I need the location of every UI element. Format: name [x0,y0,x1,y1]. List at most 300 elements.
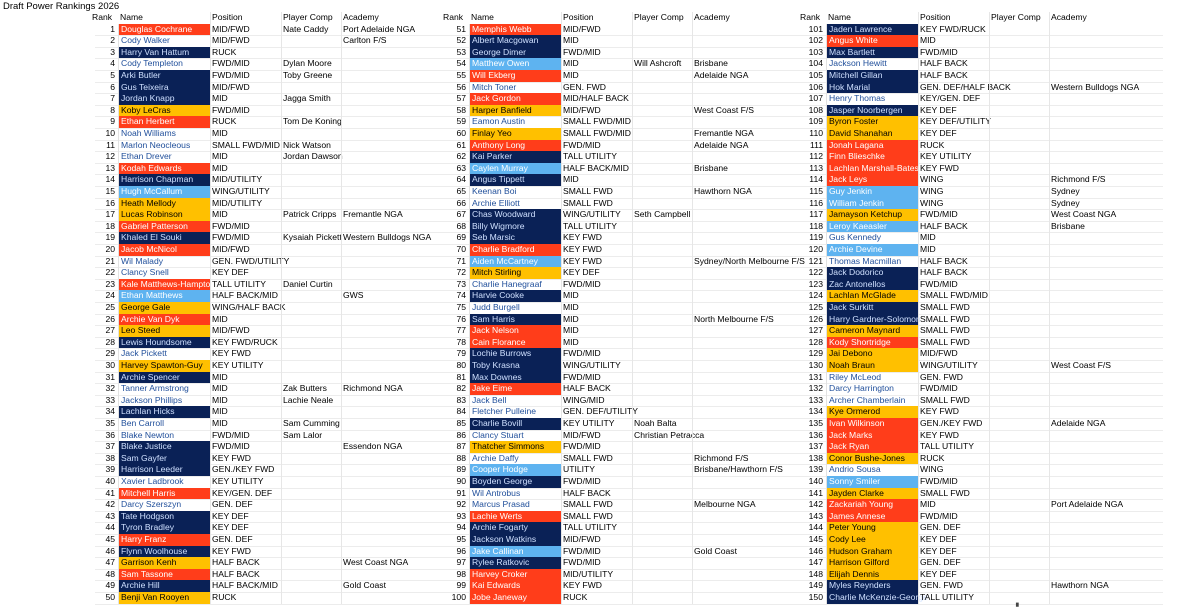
player-comp-cell[interactable] [991,279,1049,291]
player-comp-cell[interactable] [283,406,341,418]
rank-cell[interactable]: 6 [110,81,115,92]
position-cell[interactable]: TALL UTILITY [563,220,617,231]
table-row[interactable] [803,256,1163,268]
player-comp-cell[interactable] [283,163,341,175]
position-cell[interactable]: FWD/MID [563,46,601,57]
player-comp-cell[interactable] [991,464,1049,476]
rank-cell[interactable]: 109 [808,116,823,127]
rank-cell[interactable]: 8 [110,104,115,115]
table-row[interactable] [446,522,806,534]
academy-cell[interactable] [694,209,804,221]
player-comp-cell[interactable] [991,488,1049,500]
player-comp-cell[interactable] [283,47,341,59]
position-cell[interactable]: MID [212,151,228,162]
academy-cell[interactable] [343,488,453,500]
position-cell[interactable]: KEY FWD [920,406,959,417]
academy-cell[interactable]: Gold Coast [694,545,737,556]
position-cell[interactable]: HALF BACK [920,255,968,266]
name-cell[interactable]: Eamon Austin [469,116,561,128]
table-row[interactable] [803,105,1163,117]
position-cell[interactable]: TALL UTILITY [920,592,974,602]
rank-cell[interactable]: 79 [456,348,466,359]
player-comp-cell[interactable] [991,58,1049,70]
position-cell[interactable]: GEN./KEY FWD [920,418,983,428]
table-row[interactable] [803,116,1163,128]
table-row[interactable] [803,174,1163,186]
rank-cell[interactable]: 21 [105,255,115,266]
player-comp-cell[interactable] [634,24,692,36]
player-comp-cell[interactable] [991,546,1049,558]
rank-cell[interactable]: 96 [456,545,466,556]
name-cell[interactable]: Harper Banfield [469,105,561,117]
academy-cell[interactable] [1051,569,1161,581]
rank-cell[interactable]: 43 [105,510,115,521]
position-cell[interactable]: KEY FWD [920,429,959,440]
name-cell[interactable]: Harrison Leeder [118,464,210,476]
position-cell[interactable]: MID/FWD [563,534,601,544]
position-cell[interactable]: SMALL FWD [920,325,970,336]
academy-cell[interactable] [694,290,804,302]
rank-cell[interactable]: 135 [808,418,823,428]
academy-cell[interactable] [343,476,453,488]
table-row[interactable] [95,557,455,569]
position-cell[interactable]: MID [563,58,579,69]
rank-cell[interactable]: 87 [456,441,466,452]
position-cell[interactable]: KEY FWD [212,545,251,556]
position-cell[interactable]: MID [920,244,936,254]
academy-cell[interactable] [694,511,804,523]
academy-cell[interactable] [1051,522,1161,534]
name-cell[interactable]: Jobe Janeway [469,592,561,604]
position-cell[interactable]: MID [212,162,228,173]
name-cell[interactable]: Rylee Ratkovic [469,557,561,569]
position-cell[interactable]: MID [920,232,936,243]
table-row[interactable] [446,337,806,349]
player-comp-cell[interactable] [634,395,692,407]
position-cell[interactable]: GEN. DEF [212,534,253,544]
rank-cell[interactable]: 114 [809,174,823,185]
rank-cell[interactable]: 122 [808,267,823,278]
position-cell[interactable]: FWD/MID [563,441,601,452]
name-cell[interactable]: Darcy Harrington [826,383,918,395]
rank-cell[interactable]: 73 [456,278,466,289]
name-cell[interactable]: Jack Pickett [118,348,210,360]
position-cell[interactable]: MID/HALF BACK [563,93,629,104]
name-cell[interactable]: Tate Hodgson [118,511,210,523]
table-row[interactable] [803,360,1163,372]
academy-cell[interactable] [343,58,453,70]
rank-cell[interactable]: 83 [456,394,466,405]
rank-cell[interactable]: 143 [808,510,823,521]
position-cell[interactable]: WING [920,174,944,185]
rank-cell[interactable]: 81 [456,371,466,382]
table-row[interactable] [446,348,806,360]
rank-cell[interactable]: 130 [808,360,823,370]
name-cell[interactable]: Kodah Edwards [118,163,210,175]
academy-cell[interactable] [343,47,453,59]
position-cell[interactable]: MID [563,302,579,312]
name-cell[interactable]: Lochie Burrows [469,348,561,360]
name-cell[interactable]: Henry Thomas [826,93,918,105]
name-cell[interactable]: Mitch Toner [469,82,561,94]
academy-cell[interactable] [694,35,804,47]
player-comp-cell[interactable] [991,70,1049,82]
position-cell[interactable]: GEN. DEF [212,499,253,510]
table-row[interactable] [95,116,455,128]
table-row[interactable] [95,244,455,256]
player-comp-cell[interactable] [634,302,692,314]
name-cell[interactable]: Clancy Snell [118,267,210,279]
position-cell[interactable]: KEY DEF [563,267,600,278]
name-cell[interactable]: Riley McLeod [826,372,918,384]
academy-cell[interactable] [1051,47,1161,59]
position-cell[interactable]: GEN. FWD [920,371,963,382]
table-row[interactable] [95,325,455,337]
academy-cell[interactable]: Sydney/North Melbourne F/S [694,255,805,266]
academy-cell[interactable] [694,348,804,360]
player-comp-cell[interactable] [991,534,1049,546]
table-row[interactable] [446,453,806,465]
player-comp-cell[interactable] [283,464,341,476]
academy-cell[interactable]: Brisbane [1051,220,1085,231]
academy-cell[interactable]: Richmond F/S [694,452,749,463]
name-cell[interactable]: Xavier Ladbrook [118,476,210,488]
academy-cell[interactable] [694,418,804,430]
rank-cell[interactable]: 34 [105,406,115,417]
table-row[interactable] [95,348,455,360]
player-comp-cell[interactable]: Toby Greene [283,70,333,80]
rank-cell[interactable]: 71 [456,255,466,266]
table-row[interactable] [446,209,806,221]
rank-cell[interactable]: 80 [456,360,466,370]
table-row[interactable] [803,464,1163,476]
position-cell[interactable]: RUCK [212,592,237,602]
rank-cell[interactable]: 72 [456,267,466,278]
player-comp-cell[interactable] [634,47,692,59]
position-cell[interactable]: MID/FWD [563,104,601,115]
player-comp-cell[interactable] [283,325,341,337]
name-cell[interactable]: Marlon Neocleous [118,140,210,152]
rank-cell[interactable]: 105 [808,70,823,80]
position-cell[interactable]: HALF BACK [212,568,260,579]
player-comp-cell[interactable] [283,569,341,581]
name-cell[interactable]: Jack Marks [826,430,918,442]
table-row[interactable] [803,279,1163,291]
position-cell[interactable]: MID [212,371,228,382]
player-comp-cell[interactable] [634,360,692,372]
table-row[interactable] [803,534,1163,546]
academy-cell[interactable] [343,522,453,534]
table-row[interactable] [95,35,455,47]
academy-cell[interactable] [343,279,453,291]
name-cell[interactable]: Jaden Lawrence [826,24,918,36]
table-row[interactable] [446,290,806,302]
academy-cell[interactable] [694,580,804,592]
name-cell[interactable]: Archie Hill [118,580,210,592]
academy-cell[interactable] [1051,290,1161,302]
table-row[interactable] [446,406,806,418]
academy-cell[interactable] [343,453,453,465]
name-cell[interactable]: Ben Carroll [118,418,210,430]
table-row[interactable] [95,430,455,442]
name-cell[interactable]: William Jenkin [826,198,918,210]
table-row[interactable] [95,93,455,105]
academy-cell[interactable] [694,383,804,395]
position-cell[interactable]: RUCK [563,592,588,602]
player-comp-cell[interactable] [283,174,341,186]
table-row[interactable] [803,302,1163,314]
table-row[interactable] [446,58,806,70]
table-row[interactable] [803,325,1163,337]
name-cell[interactable]: Clancy Stuart [469,430,561,442]
rank-cell[interactable]: 18 [105,220,115,231]
player-comp-cell[interactable] [634,534,692,546]
player-comp-cell[interactable] [991,256,1049,268]
table-row[interactable] [95,209,455,221]
player-comp-cell[interactable] [634,70,692,82]
table-row[interactable] [95,511,455,523]
player-comp-cell[interactable] [283,105,341,117]
table-row[interactable] [803,70,1163,82]
name-cell[interactable]: Harvey Croker [469,569,561,581]
position-cell[interactable]: KEY DEF [212,267,249,278]
player-comp-cell[interactable] [634,453,692,465]
table-row[interactable] [803,93,1163,105]
position-cell[interactable]: SMALL FWD [920,313,970,324]
table-row[interactable] [803,476,1163,488]
rank-cell[interactable]: 102 [808,35,823,46]
academy-cell[interactable] [1051,116,1161,128]
table-row[interactable] [803,35,1163,47]
academy-cell[interactable] [694,476,804,488]
name-cell[interactable]: Jack Ryan [826,441,918,453]
name-cell[interactable]: Harvey Spawton-Guy [118,360,210,372]
table-row[interactable] [95,58,455,70]
position-cell[interactable]: WING/UTILITY [563,360,621,370]
name-cell[interactable]: Kai Parker [469,151,561,163]
player-comp-cell[interactable] [991,163,1049,175]
table-row[interactable] [446,383,806,395]
academy-cell[interactable] [694,325,804,337]
table-row[interactable] [446,151,806,163]
position-cell[interactable]: FWD/MID [212,104,250,115]
academy-cell[interactable] [694,441,804,453]
position-cell[interactable]: TALL UTILITY [212,278,266,289]
rank-cell[interactable]: 9 [110,116,115,127]
player-comp-cell[interactable] [634,557,692,569]
name-cell[interactable]: Gabriel Patterson [118,221,210,233]
rank-cell[interactable]: 138 [808,452,823,463]
table-row[interactable] [95,279,455,291]
player-comp-cell[interactable]: Christian Petracca [634,429,705,440]
rank-cell[interactable]: 116 [809,197,823,208]
table-row[interactable] [446,82,806,94]
table-row[interactable] [803,511,1163,523]
player-comp-cell[interactable] [634,267,692,279]
name-cell[interactable]: Mitch Stirling [469,267,561,279]
name-cell[interactable]: Jacob McNicol [118,244,210,256]
table-row[interactable] [446,24,806,36]
position-cell[interactable]: RUCK [920,139,945,150]
academy-cell[interactable] [343,314,453,326]
name-cell[interactable]: Jackson Hewitt [826,58,918,70]
academy-cell[interactable] [1051,592,1161,604]
rank-cell[interactable]: 93 [456,510,466,521]
academy-cell[interactable]: Port Adelaide NGA [1051,499,1124,510]
table-row[interactable] [446,488,806,500]
academy-cell[interactable] [343,395,453,407]
name-cell[interactable]: Aiden McCartney [469,256,561,268]
position-cell[interactable]: FWD/MID [563,476,601,486]
academy-cell[interactable] [343,140,453,152]
player-comp-cell[interactable] [634,337,692,349]
player-comp-cell[interactable] [991,267,1049,279]
position-cell[interactable]: MID/FWD [212,81,250,92]
player-comp-cell[interactable] [991,232,1049,244]
academy-cell[interactable] [694,198,804,210]
position-cell[interactable]: GEN. FWD [920,580,963,591]
academy-cell[interactable] [1051,337,1161,349]
position-cell[interactable]: GEN. FWD [563,81,606,92]
table-row[interactable] [803,232,1163,244]
academy-cell[interactable] [694,360,804,372]
table-row[interactable] [446,464,806,476]
academy-cell[interactable] [694,47,804,59]
rank-cell[interactable]: 147 [808,557,823,568]
name-cell[interactable]: James Annese [826,511,918,523]
table-row[interactable] [95,163,455,175]
name-cell[interactable]: Keenan Boi [469,186,561,198]
name-cell[interactable]: Max Bartlett [826,47,918,59]
academy-cell[interactable] [1051,430,1161,442]
position-cell[interactable]: SMALL FWD/MID [563,116,631,127]
position-cell[interactable]: MID [212,128,228,138]
academy-cell[interactable] [343,198,453,210]
position-cell[interactable]: KEY DEF [920,534,957,544]
player-comp-cell[interactable] [283,372,341,384]
position-cell[interactable]: KEY FWD [212,452,251,463]
academy-cell[interactable] [1051,406,1161,418]
name-cell[interactable]: Chas Woodward [469,209,561,221]
academy-cell[interactable] [1051,534,1161,546]
position-cell[interactable]: KEY FWD/RUCK [920,23,986,34]
name-cell[interactable]: Anthony Long [469,140,561,152]
name-cell[interactable]: Kai Edwards [469,580,561,592]
name-cell[interactable]: Jayden Clarke [826,488,918,500]
name-cell[interactable]: Wil Antrobus [469,488,561,500]
academy-cell[interactable]: GWS [343,290,364,301]
player-comp-cell[interactable] [283,337,341,349]
player-comp-cell[interactable] [991,140,1049,152]
academy-cell[interactable] [1051,511,1161,523]
academy-cell[interactable] [1051,476,1161,488]
table-row[interactable] [803,314,1163,326]
rank-cell[interactable]: 113 [809,162,823,173]
position-cell[interactable]: KEY UTILITY [563,418,615,428]
rank-cell[interactable]: 58 [456,104,466,115]
rank-cell[interactable]: 40 [105,476,115,486]
position-cell[interactable]: GEN. FWD/UTILITY [212,255,290,266]
position-cell[interactable]: KEY FWD [563,580,602,591]
player-comp-cell[interactable] [991,337,1049,349]
position-cell[interactable]: FWD/MID [563,139,601,150]
position-cell[interactable]: MID/FWD [563,23,601,34]
name-cell[interactable]: Blake Justice [118,441,210,453]
position-cell[interactable]: MID [563,174,579,185]
academy-cell[interactable]: Adelaide NGA [694,70,749,80]
rank-cell[interactable]: 94 [456,522,466,533]
rank-cell[interactable]: 14 [105,174,115,185]
rank-cell[interactable]: 64 [456,174,466,185]
academy-cell[interactable] [694,406,804,418]
name-cell[interactable]: Harry Franz [118,534,210,546]
name-cell[interactable]: Jack Nelson [469,325,561,337]
name-cell[interactable]: George Dimer [469,47,561,59]
name-cell[interactable]: Toby Krasna [469,360,561,372]
academy-cell[interactable] [694,569,804,581]
academy-cell[interactable] [1051,70,1161,82]
table-row[interactable] [95,488,455,500]
position-cell[interactable]: WING [920,186,944,196]
rank-cell[interactable]: 17 [105,209,115,220]
position-cell[interactable]: TALL UTILITY [563,522,617,533]
position-cell[interactable]: MID [563,35,579,46]
player-comp-cell[interactable] [991,151,1049,163]
player-comp-cell[interactable] [634,174,692,186]
table-row[interactable] [446,186,806,198]
player-comp-cell[interactable] [634,105,692,117]
table-row[interactable] [446,314,806,326]
table-row[interactable] [446,221,806,233]
position-cell[interactable]: MID [920,499,936,510]
academy-cell[interactable] [1051,314,1161,326]
player-comp-cell[interactable] [283,314,341,326]
name-cell[interactable]: Harvie Cooke [469,290,561,302]
name-cell[interactable]: Boyden George [469,476,561,488]
position-cell[interactable]: HALF BACK/MID [212,290,278,301]
academy-cell[interactable] [1051,232,1161,244]
rank-cell[interactable]: 117 [809,209,823,220]
rank-cell[interactable]: 59 [456,116,466,127]
player-comp-cell[interactable] [283,557,341,569]
name-cell[interactable]: Jack Bell [469,395,561,407]
position-cell[interactable]: MID [920,35,936,46]
name-cell[interactable]: Matthew Owen [469,58,561,70]
table-row[interactable] [95,47,455,59]
table-row[interactable] [803,592,1163,604]
position-cell[interactable]: GEN. DEF [920,557,961,568]
rank-cell[interactable]: 97 [456,557,466,568]
table-row[interactable] [95,105,455,117]
position-cell[interactable]: FWD/MID [563,371,601,382]
position-cell[interactable]: KEY FWD [563,255,602,266]
table-row[interactable] [95,406,455,418]
name-cell[interactable]: Leo Steed [118,325,210,337]
academy-cell[interactable] [694,93,804,105]
name-cell[interactable]: Memphis Webb [469,24,561,36]
table-row[interactable] [446,418,806,430]
rank-cell[interactable]: 28 [105,336,115,347]
rank-cell[interactable]: 95 [456,534,466,544]
rank-cell[interactable]: 89 [456,464,466,475]
rank-cell[interactable]: 121 [808,255,823,266]
table-row[interactable] [446,105,806,117]
academy-cell[interactable]: Brisbane/Hawthorn F/S [694,464,783,475]
rank-cell[interactable]: 137 [808,441,823,452]
name-cell[interactable]: Hudson Graham [826,546,918,558]
position-cell[interactable]: WING [920,464,944,475]
rank-cell[interactable]: 101 [808,23,823,34]
